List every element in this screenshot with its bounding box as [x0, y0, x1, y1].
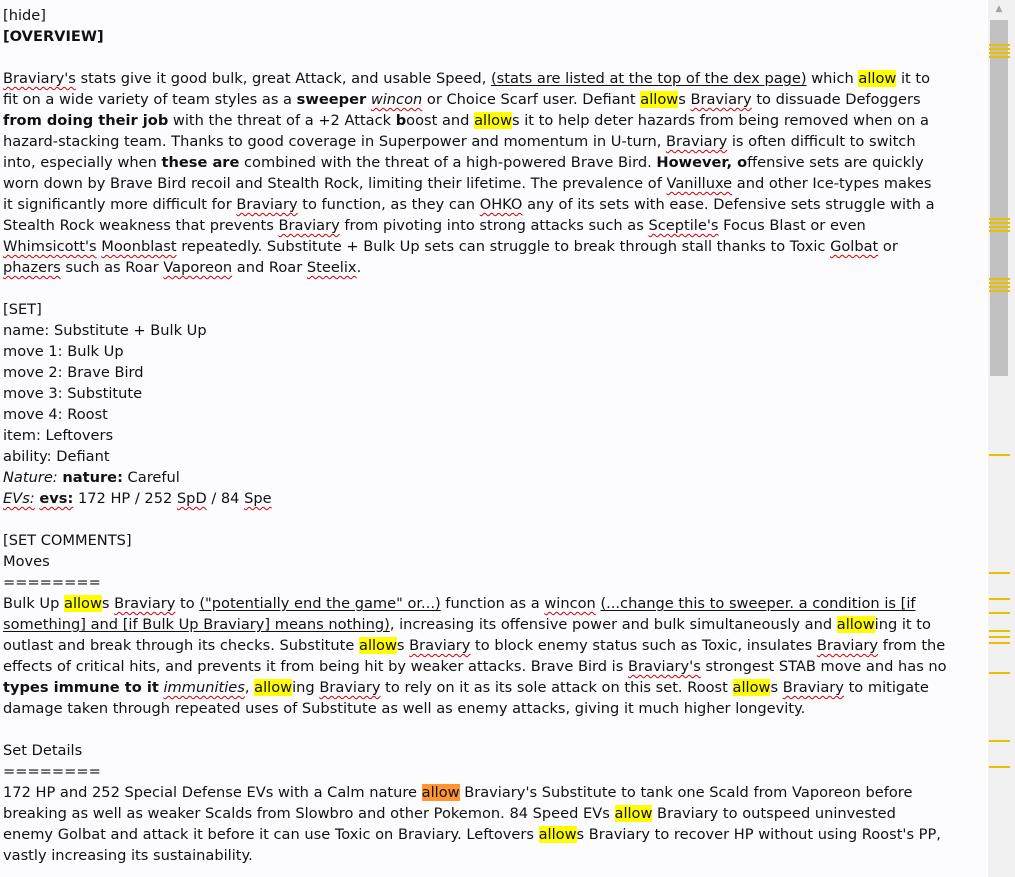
search-highlight: allow — [614, 805, 653, 822]
blank-line — [3, 47, 986, 68]
text-run: ing — [292, 679, 320, 696]
spellcheck-word: wincon — [544, 595, 596, 612]
spellcheck-word: Vaporeon — [163, 259, 233, 276]
spellcheck-word: Braviary — [409, 637, 471, 654]
blank-line — [3, 509, 986, 530]
text-run: damage taken through repeated uses of Substitute as well as enemy attacks, giving it much higher longevity. — [3, 700, 806, 717]
text-run: name: Substitute + Bulk Up — [3, 322, 207, 339]
text-line — [3, 236, 986, 257]
text-run: which — [806, 70, 859, 87]
text-run: hazard-stacking team. Thanks to good coverage in Superpower and momentum in U-turn, — [3, 133, 666, 150]
text-run: vastly increasing its sustainability. — [3, 847, 253, 864]
text-line — [3, 404, 986, 425]
spellcheck-word: Braviary — [278, 217, 340, 234]
text-line — [3, 383, 986, 404]
spellcheck-word: Steelix — [306, 259, 357, 276]
text-run: move 2: Brave Bird — [3, 364, 144, 381]
underlined-comment: ("potentially end the game" or...) — [199, 595, 441, 612]
text-run: worn down by Brave Bird recoil and Stealth Rock, limiting their lifetime. The prevalence of — [3, 175, 667, 192]
match-marker — [989, 230, 1010, 232]
match-marker — [989, 56, 1010, 58]
text-line — [3, 698, 986, 719]
text-run: from pivoting into strong attacks such as — [339, 217, 649, 234]
set-details-paragraph — [3, 782, 986, 866]
search-highlight: allow — [359, 637, 397, 654]
spellcheck-word: Braviary — [666, 133, 728, 150]
text-run: from the — [878, 637, 946, 654]
italic-text: Nature: — [3, 469, 58, 486]
text-run: or Choice Scarf user. Defiant — [422, 91, 641, 108]
match-marker — [989, 598, 1010, 600]
text-run: or — [878, 238, 898, 255]
text-run: to — [175, 595, 200, 612]
bold-underlined-text: evs: — [39, 490, 74, 507]
text-line — [3, 425, 986, 446]
spellcheck-word: Sceptile's — [648, 217, 719, 234]
spellcheck-word: Braviary's — [627, 658, 701, 675]
text-run: stats give it good bulk, great Attack, and usable Speed, — [75, 70, 491, 87]
text-run: it significantly more difficult for — [3, 196, 237, 213]
text-line — [3, 656, 986, 677]
set-block — [3, 320, 986, 509]
search-highlight: allow — [836, 616, 875, 633]
spellcheck-word: Braviary's — [3, 70, 76, 87]
text-run: to dissuade Defoggers — [751, 91, 921, 108]
text-run: oost and — [406, 112, 475, 129]
underlined-comment: (stats are listed at the top of the dex page) — [490, 70, 807, 87]
text-run: Careful — [122, 469, 180, 486]
text-run: to function, as they can — [297, 196, 480, 213]
text-run: Braviary's Substitute to tank one Scald from Vaporeon before — [459, 784, 913, 801]
text-run: Braviary to outspeed uninvested — [652, 805, 896, 822]
text-line — [3, 173, 986, 194]
text-line — [3, 68, 986, 89]
bold-text: from doing their job — [3, 112, 169, 129]
text-run: repeatedly. Substitute + Bulk Up sets can struggle to break through stall thanks to Toxic — [176, 238, 831, 255]
text-line — [3, 320, 986, 341]
blank-line — [3, 719, 986, 740]
spellcheck-word: Vanilluxe — [666, 175, 733, 192]
text-run: to block enemy status such as Toxic, insulates — [470, 637, 817, 654]
current-search-highlight: allow — [421, 784, 460, 801]
text-run: 172 HP / 252 — [73, 490, 177, 507]
text-line — [3, 824, 986, 845]
text-line — [3, 89, 986, 110]
spellcheck-word: SpD — [176, 490, 207, 507]
text-run: outlast and break through its checks. Substitute — [3, 637, 359, 654]
text-run: . — [356, 259, 362, 276]
text-run: s — [396, 637, 410, 654]
match-marker — [989, 672, 1010, 674]
italic-spellcheck-word: immunities — [163, 679, 245, 696]
text-run: move 4: Roost — [3, 406, 108, 423]
text-run: s — [770, 679, 783, 696]
text-run: s — [678, 91, 691, 108]
text-run: , increasing its offensive power and bulk simultaneously and — [389, 616, 837, 633]
text-run: move 1: Bulk Up — [3, 343, 124, 360]
match-marker — [989, 454, 1010, 456]
text-line — [3, 446, 986, 467]
set-details-heading: Set Details — [3, 742, 83, 759]
text-line — [3, 131, 986, 152]
spellcheck-word: Golbat — [830, 238, 879, 255]
bold-text: b — [395, 112, 407, 129]
spellcheck-word: Braviary — [236, 196, 298, 213]
text-line — [3, 194, 986, 215]
text-line — [3, 362, 986, 383]
bold-text: nature: — [62, 469, 123, 486]
search-highlight: allow — [732, 679, 771, 696]
match-marker — [989, 572, 1010, 574]
spellcheck-word: Moonblast — [101, 238, 177, 255]
match-marker — [989, 278, 1010, 280]
text-line — [3, 593, 986, 614]
bold-text: sweeper — [296, 91, 367, 108]
text-line — [3, 614, 986, 635]
text-run: breaking as well as weaker Scalds from Slowbro and other Pokemon. 84 Speed EVs — [3, 805, 615, 822]
match-marker — [989, 766, 1010, 768]
search-highlight: allow — [858, 70, 897, 87]
match-marker — [989, 282, 1010, 284]
text-run: such as Roar — [60, 259, 164, 276]
moves-heading: Moves — [3, 553, 50, 570]
text-run: ing it to — [874, 616, 931, 633]
text-run: combined with the threat of a high-powered Brave Bird. — [239, 154, 657, 171]
search-highlight: allow — [254, 679, 293, 696]
text-run: Focus Blast or even — [718, 217, 866, 234]
text-run: / 84 — [206, 490, 245, 507]
text-run: item: Leftovers — [3, 427, 114, 444]
spellcheck-word: OHKO — [479, 196, 523, 213]
text-run: Bulk Up — [3, 595, 64, 612]
match-marker — [989, 740, 1010, 742]
scrollbar-thumb[interactable] — [990, 20, 1008, 376]
spellcheck-word: Braviary — [816, 637, 879, 654]
text-line — [3, 803, 986, 824]
search-highlight: allow — [474, 112, 513, 129]
text-line — [3, 845, 986, 866]
overview-paragraph — [3, 68, 986, 278]
text-line — [3, 215, 986, 236]
text-run: and Roar — [232, 259, 307, 276]
text-line — [3, 467, 986, 488]
bold-text: types immune to it — [3, 679, 159, 696]
set-comments-tag: [SET COMMENTS] — [3, 532, 132, 549]
spellcheck-word: Whimsicott's — [3, 238, 97, 255]
text-run: 172 HP and 252 Special Defense EVs with a Calm nature — [3, 784, 422, 801]
text-run: s Braviary to recover HP without using Roost's PP, — [576, 826, 941, 843]
text-run: Stealth Rock weakness that prevents — [3, 217, 279, 234]
text-run: any of its sets with ease. Defensive sets struggle with a — [522, 196, 935, 213]
text-run: into, especially when — [3, 154, 162, 171]
text-run: function as a — [440, 595, 545, 612]
match-marker — [989, 642, 1010, 644]
text-run: s — [101, 595, 115, 612]
divider: ======== — [3, 574, 101, 591]
italic-spellcheck-word: EVs: — [3, 490, 35, 507]
text-run: to rely on it as its sole attack on this set. Roost — [380, 679, 733, 696]
overview-tag-text: [OVERVIEW] — [3, 28, 104, 45]
match-marker — [989, 630, 1010, 632]
text-line — [3, 635, 986, 656]
text-line — [3, 782, 986, 803]
match-marker — [989, 222, 1010, 224]
text-run: s it to help deter hazards from being removed when on a — [512, 112, 929, 129]
hide-tag: [hide] — [3, 7, 46, 24]
match-marker — [989, 48, 1010, 50]
bold-text: these are — [161, 154, 240, 171]
spellcheck-word: Braviary — [690, 91, 752, 108]
text-run: ffensive sets are quickly — [747, 154, 924, 171]
text-line — [3, 152, 986, 173]
search-highlight: allow — [64, 595, 102, 612]
text-run: and other Ice-types makes — [732, 175, 932, 192]
text-run: move 3: Substitute — [3, 385, 143, 402]
match-marker — [989, 286, 1010, 288]
spellcheck-word: Braviary — [114, 595, 176, 612]
match-marker — [989, 290, 1010, 292]
moves-paragraph — [3, 593, 986, 719]
spellcheck-word: phazers — [3, 259, 61, 276]
text-run: ability: Defiant — [3, 448, 110, 465]
text-run: , — [244, 679, 255, 696]
match-marker — [989, 218, 1010, 220]
spellcheck-word: Braviary — [782, 679, 844, 696]
text-line — [3, 257, 986, 278]
text-line — [3, 341, 986, 362]
spellcheck-word: Braviary — [319, 679, 381, 696]
blank-line — [3, 278, 986, 299]
set-tag: [SET] — [3, 301, 42, 318]
match-marker — [989, 226, 1010, 228]
triangle-up-icon[interactable]: ▲ — [995, 4, 1003, 14]
bold-text: However, o — [656, 154, 748, 171]
text-line — [3, 677, 986, 698]
text-run: strongest STAB move and has no — [700, 658, 947, 675]
search-highlight: allow — [640, 91, 679, 108]
divider: ======== — [3, 763, 101, 780]
text-line — [3, 110, 986, 131]
vertical-scrollbar[interactable] — [988, 0, 1015, 877]
text-run: enemy Golbat and attack it before it can use Toxic on Braviary. Leftovers — [3, 826, 539, 843]
match-marker — [989, 636, 1010, 638]
text-run: to mitigate — [843, 679, 929, 696]
underlined-comment: (...change this to sweeper. a condition is [if — [600, 595, 916, 612]
match-marker — [989, 52, 1010, 54]
text-run: effects of critical hits, and prevents it from being hit by weaker attacks. Brave Bird is — [3, 658, 628, 675]
match-marker — [989, 44, 1010, 46]
search-highlight: allow — [538, 826, 577, 843]
match-marker — [989, 612, 1010, 614]
overview-tag — [3, 26, 986, 47]
text-run: with the threat of a +2 Attack — [168, 112, 396, 129]
spellcheck-word: Spe — [244, 490, 272, 507]
italic-spellcheck-word: wincon — [370, 91, 423, 108]
text-run: fit on a wide variety of team styles as a — [3, 91, 297, 108]
text-line — [3, 488, 986, 509]
text-run: is often difficult to switch — [727, 133, 916, 150]
text-run: it to — [896, 70, 931, 87]
underlined-comment: something] and [if Bulk Up Braviary] means nothing) — [3, 616, 390, 633]
